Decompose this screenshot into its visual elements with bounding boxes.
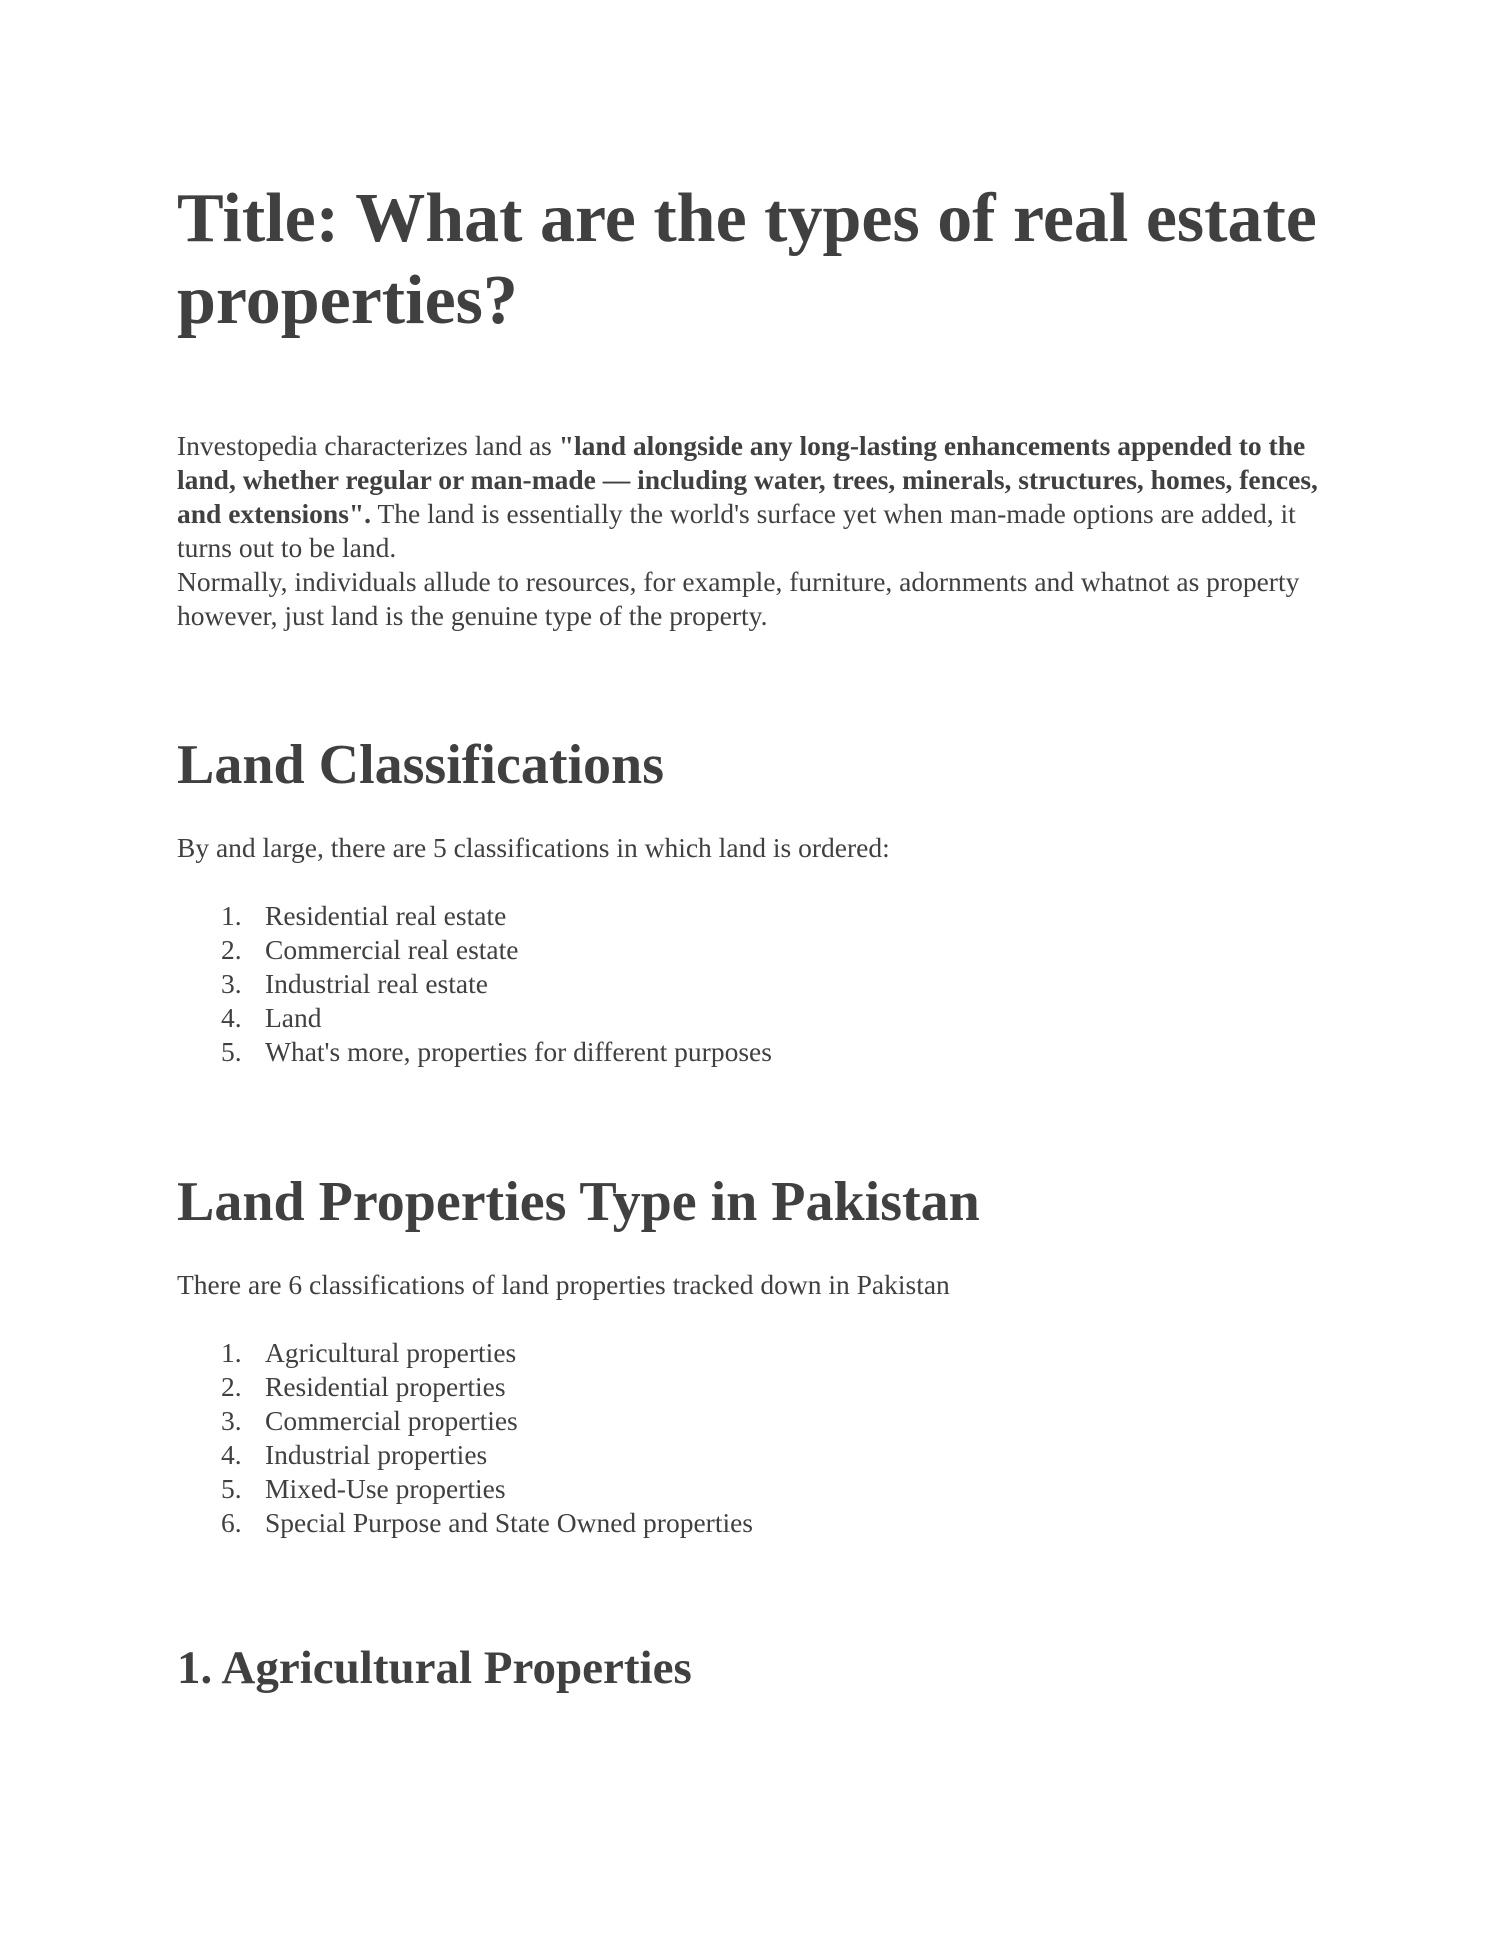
section2-lead: There are 6 classifications of land properties tracked down in Pakistan bbox=[177, 1269, 950, 1300]
intro-quote: "land alongside any long-lasting enhancements appended to the land, whether regular or man-made — including water, trees, minerals, structures, homes, fences, and extensions". bbox=[177, 430, 1318, 529]
intro-prefix: Investopedia characterizes land as bbox=[177, 430, 559, 461]
list-number: 6. bbox=[221, 1507, 242, 1538]
list-text: Residential real estate bbox=[265, 900, 507, 931]
list-item bbox=[177, 1506, 753, 1540]
list-item bbox=[177, 1404, 753, 1438]
list-text: Land bbox=[265, 1002, 322, 1033]
section1-lead: By and large, there are 5 classifications in which land is ordered: bbox=[177, 832, 890, 863]
list-number: 5. bbox=[221, 1036, 242, 1067]
list-item bbox=[177, 933, 772, 967]
list-item bbox=[177, 967, 772, 1001]
list-number: 1. bbox=[221, 1337, 242, 1368]
list-number: 5. bbox=[221, 1473, 242, 1504]
intro-paragraph bbox=[177, 429, 1347, 565]
list-text: What's more, properties for different purposes bbox=[265, 1036, 772, 1067]
list-number: 3. bbox=[221, 1405, 242, 1436]
list-number: 2. bbox=[221, 934, 242, 965]
list-item bbox=[177, 1370, 753, 1404]
list-item bbox=[177, 1001, 772, 1035]
section-heading-land-classifications: Land Classifications bbox=[177, 734, 664, 796]
list-text: Industrial properties bbox=[265, 1439, 488, 1470]
list-text: Commercial properties bbox=[265, 1405, 518, 1436]
list-text: Residential properties bbox=[265, 1371, 506, 1402]
list-text: Industrial real estate bbox=[265, 968, 488, 999]
section-heading-pakistan: Land Properties Type in Pakistan bbox=[177, 1171, 980, 1233]
list-item bbox=[177, 1472, 753, 1506]
list-number: 3. bbox=[221, 968, 242, 999]
list-number: 4. bbox=[221, 1002, 242, 1033]
section-heading-agricultural: 1. Agricultural Properties bbox=[177, 1642, 692, 1694]
land-classifications-list bbox=[177, 899, 772, 1069]
list-item bbox=[177, 899, 772, 933]
list-number: 4. bbox=[221, 1439, 242, 1470]
list-item bbox=[177, 1035, 772, 1069]
pakistan-property-types-list bbox=[177, 1336, 753, 1540]
page-title: Title: What are the types of real estate properties? bbox=[177, 180, 1317, 339]
list-text: Mixed-Use properties bbox=[265, 1473, 506, 1504]
list-item bbox=[177, 1438, 753, 1472]
list-text: Agricultural properties bbox=[265, 1337, 517, 1368]
intro-second-paragraph: Normally, individuals allude to resources, for example, furniture, adornments and whatnot as property however, just land is the genuine type of the property. bbox=[177, 566, 1300, 631]
intro-section bbox=[177, 429, 1347, 633]
list-text: Special Purpose and State Owned properties bbox=[265, 1507, 754, 1538]
list-number: 1. bbox=[221, 900, 242, 931]
intro-suffix: The land is essentially the world's surface yet when man-made options are added, it turns out to be land. bbox=[177, 498, 1296, 563]
list-item bbox=[177, 1336, 753, 1370]
list-text: Commercial real estate bbox=[265, 934, 519, 965]
list-number: 2. bbox=[221, 1371, 242, 1402]
